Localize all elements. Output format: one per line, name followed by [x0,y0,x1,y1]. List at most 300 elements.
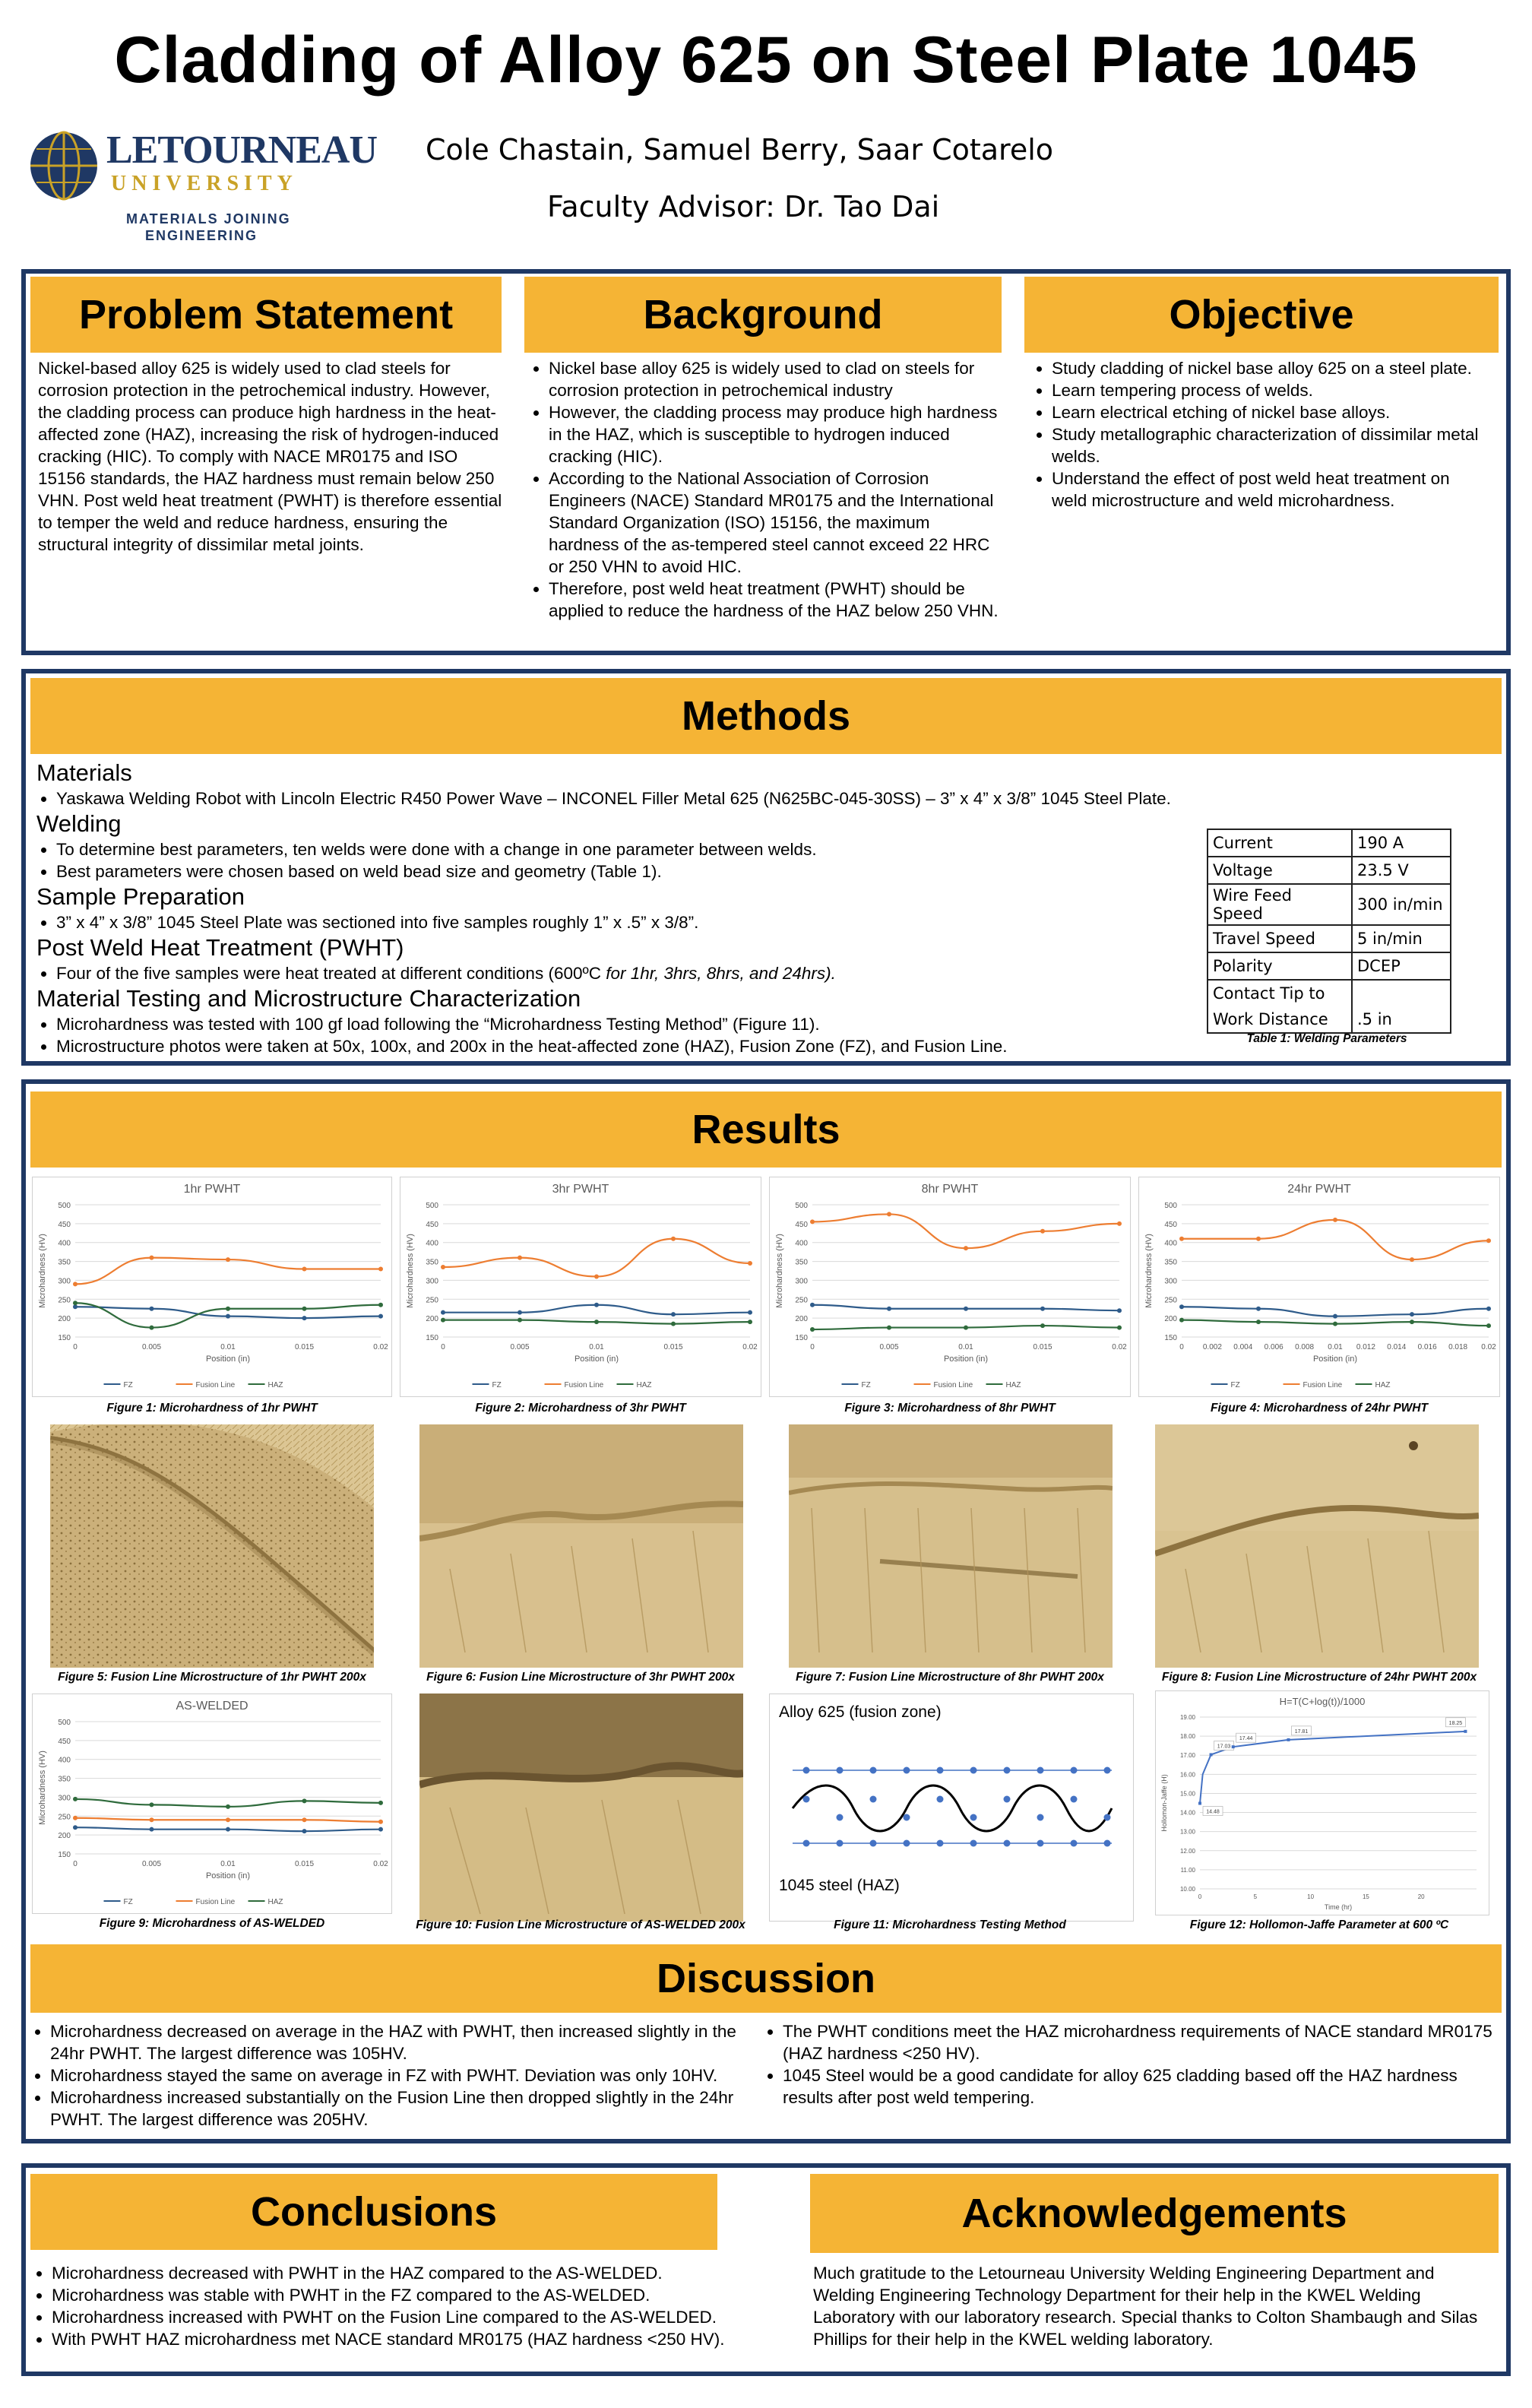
y-tick-label: 500 [1164,1202,1177,1210]
discussion-item: • Microhardness decreased on average in the HAZ with PWHT, then increased slightly in the 24hr PWHT. The largest difference was 105HV. [50,2020,775,2064]
y-tick-label: 150 [58,1334,71,1342]
data-point [1040,1229,1045,1234]
y-tick-label: 17.00 [1179,1752,1195,1760]
problem-heading: Problem Statement [30,277,502,353]
y-tick-label: 200 [58,1315,71,1324]
x-axis-label: Position (in) [574,1354,619,1364]
data-label: 14.48 [1206,1809,1220,1815]
table-caption: Table 1: Welding Parameters [1246,1032,1407,1045]
legend-label: FZ [123,1381,133,1389]
y-axis-label: Hollomon-Jaffe (H) [1160,1774,1168,1832]
legend-label: FZ [1230,1381,1240,1389]
x-tick-label: 0.01 [220,1860,236,1868]
indent-marker [870,1796,877,1803]
x-tick-label: 0.005 [141,1860,162,1868]
pwht-title: Post Weld Heat Treatment (PWHT) [36,934,404,961]
objective-item: • Study metallographic characterization of dissimilar metal welds. [1052,423,1488,467]
x-tick-label: 0 [73,1343,78,1351]
table-row: Wire Feed Speed 300 in/min [1208,884,1451,925]
background-item: • Therefore, post weld heat treatment (PWHT) should be applied to reduce the hardness of the HAZ below 250 VHN. [549,578,1000,622]
data-point [1410,1257,1414,1262]
table-row: Polarity DCEP [1208,952,1451,980]
fig12-caption: Figure 12: Hollomon-Jaffe Parameter at 600 ºC [1189,1918,1449,1931]
y-tick-label: 11.00 [1180,1866,1195,1874]
legend-label: HAZ [1005,1381,1021,1389]
x-tick-label: 0 [1198,1893,1202,1900]
poster-title: Cladding of Alloy 625 on Steel Plate 1045 [114,24,1418,97]
legend-label: HAZ [636,1381,652,1389]
indent-marker [1104,1767,1111,1774]
indent-marker [837,1814,844,1821]
conclusions-heading: Conclusions [30,2174,717,2250]
y-tick-label: 13.00 [1179,1828,1195,1836]
data-point [671,1237,676,1241]
data-point [1256,1307,1261,1311]
indent-marker [1071,1767,1078,1774]
objective-item: • Learn tempering process of welds. [1052,379,1488,401]
data-point [518,1256,522,1260]
fig11-top-label: Alloy 625 (fusion zone) [779,1703,942,1721]
materials-item: • Yaskawa Welding Robot with Lincoln Electric R450 Power Wave – INCONEL Filler Metal 625 (N625BC-045-30SS) – 3” x 4” x 3/8” 1045 Steel Plate. [56,787,1192,810]
y-tick-label: 19.00 [1179,1714,1195,1721]
conclusions-list [32,2262,792,2350]
x-tick-label: 0.02 [1481,1343,1496,1351]
indent-marker [837,1767,844,1774]
y-axis-label: Microhardness (HV) [1144,1234,1154,1308]
logo-university: UNIVERSITY [111,172,298,195]
y-tick-label: 350 [1164,1258,1177,1267]
background-heading: Background [524,277,1002,353]
x-tick-label: 0.018 [1448,1343,1468,1351]
background-item: • Nickel base alloy 625 is widely used to clad on steels for corrosion protection in petrochemical industry [549,357,1000,401]
y-tick-label: 300 [795,1277,808,1286]
fig8-caption: Figure 8: Fusion Line Microstructure of 24hr PWHT 200x [1161,1671,1477,1684]
x-tick-label: 0.012 [1356,1343,1375,1351]
results-heading: Results [30,1092,1502,1168]
data-point [1117,1308,1122,1313]
y-tick-label: 200 [426,1315,438,1324]
data-point [1256,1320,1261,1324]
x-tick-label: 0.015 [294,1860,315,1868]
x-axis-label: Time (hr) [1324,1903,1353,1911]
x-tick-label: 0.015 [1033,1343,1052,1351]
data-point [810,1327,815,1332]
data-point [518,1310,522,1315]
x-tick-label: 0.01 [958,1343,973,1351]
y-tick-label: 250 [1164,1296,1177,1305]
x-tick-label: 0.01 [220,1343,236,1351]
objective-heading: Objective [1024,277,1499,353]
data-point [150,1326,154,1330]
data-point [378,1303,383,1307]
data-point [226,1817,230,1822]
micrograph-24hr [1155,1424,1479,1668]
parameters-table [1207,829,1451,1034]
acknowledgements-heading: Acknowledgements [810,2174,1499,2253]
data-point [150,1827,154,1832]
legend-label: Fusion Line [933,1381,973,1389]
conclusion-item: • Microhardness increased with PWHT on the Fusion Line compared to the AS-WELDED. [52,2306,792,2328]
y-tick-label: 500 [58,1202,71,1210]
chart-title: 1hr PWHT [183,1183,241,1196]
y-tick-label: 400 [1164,1239,1177,1248]
data-point [1040,1307,1045,1311]
data-point [441,1318,445,1323]
conclusion-item: • Microhardness was stable with PWHT in the FZ compared to the AS-WELDED. [52,2284,792,2306]
legend-label: Fusion Line [564,1381,604,1389]
y-tick-label: 12.00 [1179,1847,1195,1855]
y-axis-label: Microhardness (HV) [38,1751,47,1825]
y-tick-label: 500 [58,1719,71,1727]
background-list [529,357,1000,622]
data-point [1410,1320,1414,1324]
indent-marker [803,1840,810,1847]
y-tick-label: 400 [795,1239,808,1248]
objective-list [1032,357,1488,512]
data-point [1486,1323,1491,1328]
y-tick-label: 250 [795,1296,808,1305]
chart-as-welded [32,1694,392,1914]
data-point [302,1307,307,1311]
data-point [964,1326,968,1330]
logo-dept-1: MATERIALS JOINING [126,211,291,227]
objective-item: • Learn electrical etching of nickel base alloys. [1052,401,1488,423]
legend-label: Fusion Line [195,1381,236,1389]
indent-marker [970,1814,977,1821]
data-point [73,1825,78,1830]
indent-marker [1004,1840,1011,1847]
data-point [226,1257,230,1262]
data-point [748,1261,752,1266]
data-point [1410,1312,1414,1316]
chart-24hr [1138,1177,1500,1397]
x-tick-label: 0.02 [742,1343,758,1351]
indent-marker [803,1796,810,1803]
data-point [1256,1237,1261,1241]
indent-marker [1071,1840,1078,1847]
legend-label: HAZ [1375,1381,1391,1389]
indent-marker [904,1814,910,1821]
fig4-caption: Figure 4: Microhardness of 24hr PWHT [1211,1402,1428,1415]
x-tick-label: 0 [810,1343,815,1351]
legend-label: Fusion Line [195,1898,236,1906]
data-point [378,1827,383,1832]
authors: Cole Chastain, Samuel Berry, Saar Cotarelo [426,133,1054,166]
fig11-diagram [769,1694,1134,1922]
data-point [441,1265,445,1269]
indent-marker [970,1840,977,1847]
micrograph-1hr [50,1424,374,1668]
indent-marker [904,1840,910,1847]
data-point [748,1320,752,1324]
chart-8hr [769,1177,1131,1397]
prep-item: • 3” x 4” x 3/8” 1045 Steel Plate was sectioned into five samples roughly 1” x .5” x 3/8”. [56,911,1192,933]
indent-marker [1104,1814,1111,1821]
y-tick-label: 300 [426,1277,438,1286]
x-tick-label: 15 [1362,1893,1369,1900]
data-point [1333,1218,1337,1222]
data-label: 17.44 [1239,1736,1253,1742]
background-item: • According to the National Association of Corrosion Engineers (NACE) Standard MR0175 and the International Standard Organization (ISO) 15156, the maximum hardness of the as-tempered steel cannot exceed 22 HRC or 250 VHN to avoid HIC. [549,467,1000,578]
x-tick-label: 5 [1253,1893,1258,1900]
chart-3hr [400,1177,761,1397]
welding-item: • To determine best parameters, ten welds were done with a change in one parameter between welds. [56,838,1192,860]
series-line [812,1214,1119,1248]
legend-label: FZ [492,1381,502,1389]
x-tick-label: 0 [441,1343,445,1351]
y-tick-label: 350 [795,1258,808,1267]
x-tick-label: 0.015 [663,1343,683,1351]
logo-name: LETOURNEAU [106,128,378,172]
welding-item: • Best parameters were chosen based on weld bead size and geometry (Table 1). [56,860,1192,882]
data-point [73,1301,78,1305]
data-point [150,1307,154,1311]
y-tick-label: 18.00 [1179,1733,1195,1741]
legend-label: HAZ [267,1381,283,1389]
data-label: 17.03 [1217,1744,1231,1750]
y-tick-label: 150 [426,1334,438,1342]
data-point [594,1274,599,1278]
data-point [302,1267,307,1272]
university-logo [27,122,377,251]
x-tick-label: 0.002 [1202,1343,1222,1351]
data-point [302,1829,307,1833]
y-tick-label: 15.00 [1179,1790,1195,1798]
objective-item: • Understand the effect of post weld heat treatment on weld microstructure and weld microhardness. [1052,467,1488,512]
testing-item: • Microhardness was tested with 100 gf load following the “Microhardness Testing Method” (Figure 11). [56,1013,1192,1035]
data-point [1198,1802,1201,1805]
fig7-caption: Figure 7: Fusion Line Microstructure of 8hr PWHT 200x [796,1671,1104,1684]
indent-marker [1004,1796,1011,1803]
acknowledgements-text: Much gratitude to the Letourneau University Welding Engineering Department and Welding Engineering Technology Department for their help in the KWEL Welding Laboratory with our laboratory research. Special thanks to Colton Shambaugh and Silas Phillips for their help in the KWEL welding laboratory. [813,2264,1478,2349]
indent-marker [1037,1767,1044,1774]
data-point [1117,1221,1122,1226]
y-axis-label: Microhardness (HV) [775,1234,784,1308]
data-point [150,1802,154,1807]
data-point [671,1322,676,1326]
testing-item: • Microstructure photos were taken at 50x, 100x, and 200x in the heat-affected zone (HAZ), Fusion Zone (FZ), and Fusion Line. [56,1035,1192,1057]
fig2-caption: Figure 2: Microhardness of 3hr PWHT [475,1402,686,1415]
testing-title: Material Testing and Microstructure Characterization [36,985,581,1012]
data-point [810,1303,815,1307]
table-row: Voltage 23.5 V [1208,857,1451,884]
conclusion-item: • With PWHT HAZ microhardness met NACE standard MR0175 (HAZ hardness <250 HV). [52,2328,792,2350]
methods-text [36,759,1192,1057]
discussion-heading: Discussion [30,1944,1502,2013]
legend-label: HAZ [267,1898,283,1906]
y-tick-label: 250 [58,1296,71,1305]
pwht-item [56,962,1192,984]
data-point [1333,1322,1337,1326]
table-row: Travel Speed 5 in/min [1208,925,1451,952]
data-point [810,1219,815,1224]
y-tick-label: 200 [1164,1315,1177,1324]
indent-marker [1104,1840,1111,1847]
data-point [73,1282,78,1286]
y-tick-label: 16.00 [1179,1771,1195,1779]
data-point [73,1816,78,1820]
data-point [378,1314,383,1319]
data-point [302,1316,307,1320]
legend-label: Fusion Line [1303,1381,1343,1389]
indent-marker [1037,1814,1044,1821]
fig10-caption: Figure 10: Fusion Line Microstructure of AS-WELDED 200x [416,1918,745,1931]
indent-marker [1037,1840,1044,1847]
indent-marker [803,1767,810,1774]
y-tick-label: 250 [58,1813,71,1822]
micrograph-as-welded [419,1694,743,1922]
indent-marker [937,1796,944,1803]
logo-dept-2: ENGINEERING [145,228,258,243]
x-tick-label: 0.016 [1417,1343,1437,1351]
x-tick-label: 0.006 [1264,1343,1284,1351]
y-tick-label: 14.00 [1179,1809,1195,1817]
fig6-caption: Figure 6: Fusion Line Microstructure of 3hr PWHT 200x [426,1671,735,1684]
data-point [887,1212,891,1216]
data-point [1486,1307,1491,1311]
data-point [226,1804,230,1809]
indent-marker [837,1840,844,1847]
y-tick-label: 400 [58,1756,71,1765]
x-tick-label: 0.014 [1387,1343,1407,1351]
data-point [964,1307,968,1311]
methods-heading: Methods [30,678,1502,754]
discussion-item: • The PWHT conditions meet the HAZ microhardness requirements of NACE standard MR0175 (HAZ hardness <250 HV). [783,2020,1496,2064]
y-tick-label: 350 [58,1258,71,1267]
data-point [1179,1304,1184,1309]
data-point [302,1817,307,1822]
x-tick-label: 0 [1179,1343,1184,1351]
data-point [150,1817,154,1822]
y-tick-label: 200 [795,1315,808,1324]
data-point [1117,1326,1122,1330]
series-line [1182,1220,1489,1259]
chart-title: 3hr PWHT [552,1183,609,1196]
data-point [150,1256,154,1260]
fig1-caption: Figure 1: Microhardness of 1hr PWHT [106,1402,318,1415]
table-row: Contact Tip to [1208,980,1451,1006]
advisor: Faculty Advisor: Dr. Tao Dai [547,190,940,223]
x-tick-label: 0.02 [373,1860,388,1868]
y-tick-label: 450 [795,1220,808,1229]
background-item: • However, the cladding process may produce high hardness in the HAZ, which is susceptible to hydrogen induced cracking (HIC). [549,401,1000,467]
x-tick-label: 0.005 [510,1343,530,1351]
discussion-left [30,2020,775,2131]
x-tick-label: 20 [1417,1893,1425,1900]
data-point [594,1320,599,1324]
y-tick-label: 450 [58,1737,71,1746]
y-tick-label: 10.00 [1179,1886,1195,1893]
y-tick-label: 350 [426,1258,438,1267]
x-tick-label: 0.008 [1295,1343,1315,1351]
discussion-item: • Microhardness stayed the same on average in FZ with PWHT. Deviation was only 10HV. [50,2064,775,2086]
data-point [73,1797,78,1801]
indent-marker [870,1767,877,1774]
data-point [1179,1237,1184,1241]
indent-marker [937,1767,944,1774]
data-point [1287,1738,1290,1741]
micrograph-3hr [419,1424,743,1668]
x-tick-label: 0.004 [1233,1343,1253,1351]
x-axis-label: Position (in) [943,1354,989,1364]
y-tick-label: 300 [1164,1277,1177,1286]
indent-marker [1004,1767,1011,1774]
data-point [964,1246,968,1250]
x-tick-label: 0 [73,1860,78,1868]
y-tick-label: 400 [58,1239,71,1248]
chart-title: 24hr PWHT [1287,1183,1351,1196]
indent-marker [937,1840,944,1847]
table-row: Work Distance .5 in [1208,1006,1451,1033]
discussion-item: • 1045 Steel would be a good candidate for alloy 625 cladding based off the HAZ hardness results after post weld tempering. [783,2064,1496,2109]
data-point [1486,1238,1491,1243]
data-point [1040,1323,1045,1328]
y-tick-label: 250 [426,1296,438,1305]
data-point [378,1820,383,1824]
chart-title: 8hr PWHT [921,1183,979,1196]
series-line [443,1239,750,1277]
x-axis-label: Position (in) [1312,1354,1358,1364]
y-tick-label: 150 [58,1851,71,1859]
x-tick-label: 10 [1307,1893,1315,1900]
x-tick-label: 0.02 [1112,1343,1127,1351]
x-axis-label: Position (in) [205,1354,251,1364]
y-tick-label: 450 [1164,1220,1177,1229]
y-tick-label: 500 [795,1202,808,1210]
y-tick-label: 150 [1164,1334,1177,1342]
data-point [1179,1318,1184,1323]
x-tick-label: 0.01 [1328,1343,1343,1351]
data-point [226,1307,230,1311]
data-point [302,1798,307,1803]
data-point [1210,1753,1213,1756]
x-tick-label: 0.015 [294,1343,315,1351]
chart-title: H=T(C+log(t))/1000 [1279,1696,1366,1707]
problem-text: Nickel-based alloy 625 is widely used to clad steels for corrosion protection in the petrochemical industry. However, the cladding process can produce high hardness in the heat-affected zone (HAZ), increasing the risk of hydrogen-induced cracking (HIC). To comply with NACE MR0175 and ISO 15156 standards, the HAZ hardness must remain below 250 VHN. Post weld heat treatment (PWHT) is therefore essential to temper the weld and reduce hardness, ensuring the structural integrity of dissimilar metal joints. [38,359,502,554]
chart-hollomon-jaffe [1155,1690,1489,1915]
y-tick-label: 350 [58,1775,71,1784]
discussion-right [763,2020,1496,2109]
fig5-caption: Figure 5: Fusion Line Microstructure of 1hr PWHT 200x [58,1671,366,1684]
y-tick-label: 150 [795,1334,808,1342]
y-tick-label: 200 [58,1832,71,1841]
legend-label: FZ [861,1381,871,1389]
conclusion-item: • Microhardness decreased with PWHT in the HAZ compared to the AS-WELDED. [52,2262,792,2284]
y-axis-label: Microhardness (HV) [406,1234,415,1308]
data-point [378,1267,383,1272]
data-label: 18.25 [1448,1720,1463,1726]
chart-title: AS-WELDED [176,1700,248,1713]
indent-marker [904,1767,910,1774]
materials-title: Materials [36,759,132,786]
x-tick-label: 0.02 [373,1343,388,1351]
table-row: Current 190 A [1208,829,1451,857]
pwht-item-italic: for 1hr, 3hrs, 8hrs, and 24hrs). [606,964,836,983]
y-tick-label: 300 [58,1277,71,1286]
data-point [671,1312,676,1316]
y-tick-label: 300 [58,1794,71,1803]
data-point [226,1827,230,1832]
data-point [1333,1314,1337,1319]
data-point [748,1310,752,1315]
indent-marker [870,1840,877,1847]
data-point [594,1303,599,1307]
x-axis-label: Position (in) [205,1871,251,1880]
discussion-item: • Microhardness increased substantially on the Fusion Line then dropped slightly in the 24hr PWHT. The largest difference was 205HV. [50,2086,775,2131]
legend-label: FZ [123,1898,133,1906]
data-point [441,1310,445,1315]
objective-item: • Study cladding of nickel base alloy 625 on a steel plate. [1052,357,1488,379]
